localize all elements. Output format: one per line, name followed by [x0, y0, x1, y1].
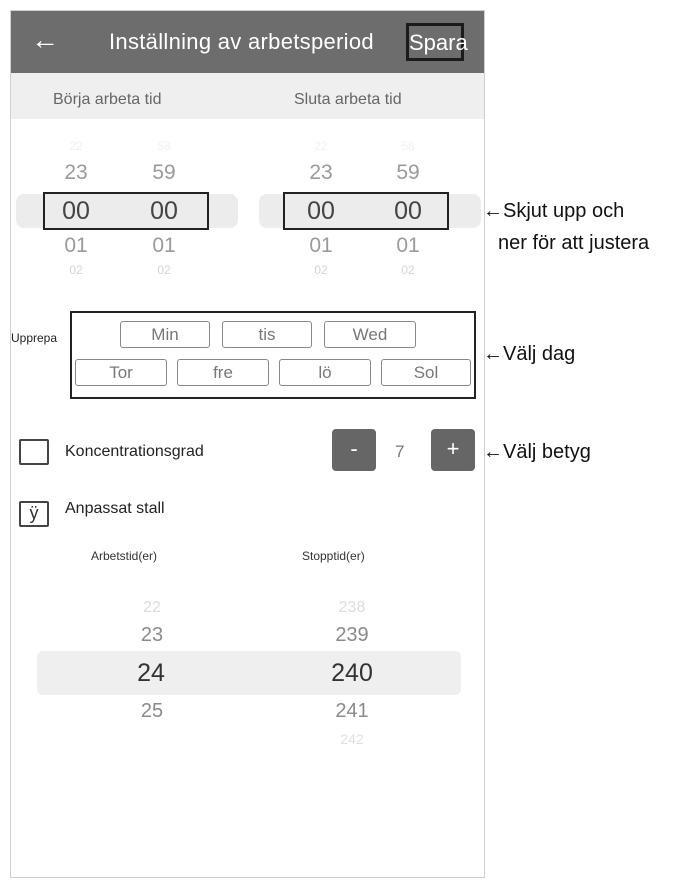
wheel-selected-item: 24: [137, 659, 165, 687]
callout-adjust-line1: Skjut upp och: [503, 200, 625, 222]
wheel-selected-item: 240: [331, 659, 373, 687]
wheel-selected-item: 00: [394, 197, 422, 225]
header-bar: [11, 11, 484, 73]
work-time-label: Arbetstid(er): [91, 549, 158, 563]
wheel-item: 238: [338, 599, 366, 616]
callout-pick-rating: Välj betyg: [503, 441, 591, 463]
day-button[interactable]: Wed: [324, 321, 416, 348]
wheel-item: 23: [140, 624, 164, 646]
wheel-item: 01: [64, 234, 88, 257]
wheel-item: 02: [314, 263, 328, 277]
wheel-item: 242: [340, 731, 364, 747]
page-title: Inställning av arbetsperiod: [109, 29, 374, 54]
callout-pick-day: Välj dag: [503, 343, 576, 365]
bottom-selection-band: [37, 651, 461, 695]
increase-button[interactable]: +: [431, 429, 475, 471]
wheel-item: 01: [152, 234, 176, 257]
wheel-item: 01: [396, 234, 420, 257]
day-selector: [70, 311, 476, 399]
start-time-label: Börja arbeta tid: [53, 91, 162, 108]
arrow-left-icon: ←: [483, 441, 503, 463]
wheel-item: 22: [69, 139, 83, 153]
stop-time-label: Stopptid(er): [302, 549, 365, 563]
wheel-item: 58: [157, 139, 171, 153]
concentration-label: Koncentrationsgrad: [65, 443, 204, 460]
wheel-item: 23: [64, 161, 88, 184]
custom-label: Anpassat stall: [65, 500, 165, 517]
wheel-item: 59: [396, 161, 420, 184]
wheel-item: 23: [309, 161, 333, 184]
wheel-item: 01: [309, 234, 333, 257]
end-selection-frame: [283, 192, 449, 230]
concentration-checkbox[interactable]: [19, 439, 49, 465]
wheel-item: 02: [157, 263, 171, 277]
wheel-item: 59: [152, 161, 176, 184]
wheel-item: 22: [143, 599, 161, 616]
arrow-left-icon: ←: [483, 200, 503, 222]
end-time-label: Sluta arbeta tid: [294, 91, 402, 108]
repeat-label: Upprepa: [11, 331, 58, 345]
wheel-selected-item: 00: [307, 197, 335, 225]
wheel-selected-item: 00: [62, 197, 90, 225]
day-button[interactable]: Min: [120, 321, 210, 348]
wheel-item: 58: [401, 139, 415, 153]
wheel-item: 241: [335, 700, 369, 722]
save-button[interactable]: Spara: [406, 23, 464, 61]
day-button[interactable]: tis: [222, 321, 312, 348]
day-button[interactable]: Tor: [75, 359, 167, 386]
arrow-left-icon[interactable]: ←: [31, 24, 59, 55]
wheel-selected-item: 00: [150, 197, 178, 225]
decrease-button[interactable]: -: [332, 429, 376, 471]
arrow-left-icon: ←: [483, 343, 503, 365]
wheel-item: 239: [335, 624, 369, 646]
callout-adjust-line2: ner för att justera: [498, 232, 650, 254]
wheel-item: 25: [140, 700, 164, 722]
start-selection-frame: [43, 192, 209, 230]
custom-checkbox[interactable]: ÿ: [19, 501, 49, 527]
wheel-item: 02: [401, 263, 415, 277]
time-column-headers: [11, 73, 484, 119]
day-button[interactable]: fre: [177, 359, 269, 386]
day-button[interactable]: Sol: [381, 359, 471, 386]
wheel-item: 02: [69, 263, 83, 277]
day-button[interactable]: lö: [279, 359, 371, 386]
rating-value: 7: [395, 442, 405, 461]
wheel-item: 22: [314, 139, 328, 153]
phone-screen: [10, 10, 485, 878]
